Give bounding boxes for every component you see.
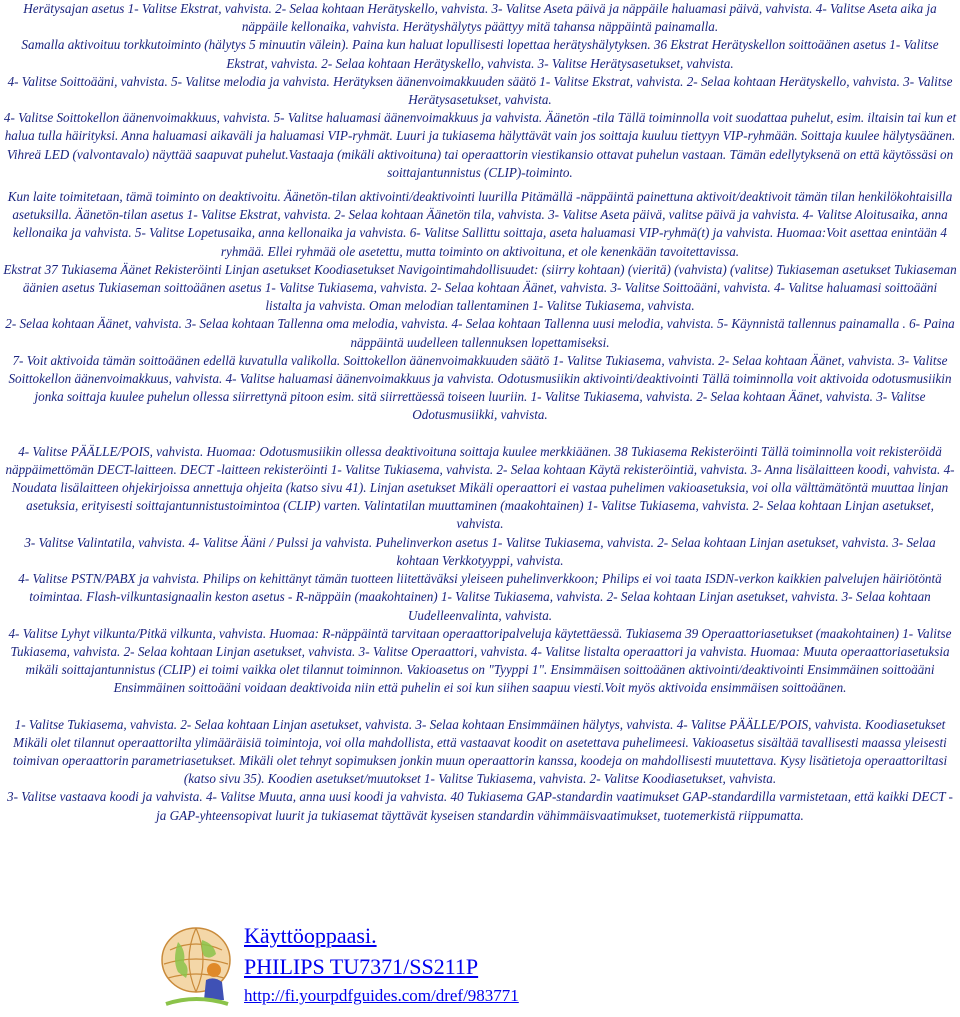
paragraph: 7- Voit aktivoida tämän soittoäänen edellä kuvatulla valikolla. Soittokellon äänenvoimakkuuden säätö 1- Valitse Tukiasema, vahvista. 2- Selaa kohtaan Äänet, vahvista. 3- Valitse Soittokellon äänenvoimakkuus, vahvista. 4- Valitse haluamasi äänenvoimakkuus ja vahvista. Odotusmusiikin aktivointi/deaktivointi Tällä toiminnolla voit aktivoida odotusmusiikin jonka soittaja kuulee puhelun ollessa siirrettynä pitoon esim. sitä siirrettäessä toiseen luuriin. 1- Valitse Tukiasema, vahvista. 2- Selaa kohtaan Äänet, vahvista. 3- Valitse Odotusmusiikki, vahvista. <box>8 352 952 423</box>
paragraph: Herätysajan asetus 1- Valitse Ekstrat, vahvista. 2- Selaa kohtaan Herätyskello, vahvista. 3- Valitse Aseta päivä ja näppäile haluamasi päivä, vahvista. 4- Valitse Aseta aika ja näppäile kellonaika, vahvista. Herätyshälytys päättyy mitä tahansa näppäintä painamalla. <box>23 1 937 35</box>
paragraph: 4- Valitse Soittoääni, vahvista. 5- Valitse melodia ja vahvista. Herätyksen äänenvoimakkuuden säätö 1- Valitse Ekstrat, vahvista. 2- Selaa kohtaan Herätyskello, vahvista. 3- Valitse Herätysasetukset, vahvista. <box>7 73 953 108</box>
globe-person-logo-icon <box>156 920 238 1010</box>
paragraph: 4- Valitse Soittokellon äänenvoimakkuus, vahvista. 5- Valitse haluamasi äänenvoimakkuus ja vahvista. Äänetön -tila Tällä toiminnolla voit suodattaa puhelut, esim. iltaisin tai kun et halua tulla häirityksi. Anna haluamasi aikaväli ja haluamasi VIP-ryhmät. Luuri ja tukiasema hälyttävät vain jos soittaja kuuluu tiettyyn VIP-ryhmään. Soittaja kuulee hälytysäänen. Vihreä LED (valvontavalo) näyttää saapuvat puhelut.Vastaaja (mikäli aktivoituna) tai operaattorin viestikansio ottavat puhelun vastaan. Tämän edellytyksenä on että käytössäsi on soittajantunnistus (CLIP)-toiminto. <box>3 110 957 180</box>
product-link[interactable]: PHILIPS TU7371/SS211P <box>244 954 479 979</box>
paragraph: 4- Valitse PÄÄLLE/POIS, vahvista. Huomaa: Odotusmusiikin ollessa deaktivoituna soittaja kuulee merkkiäänen. 38 Tukiasema Rekisteröinti Tällä toiminnolla voit rekisteröidä näppäimettömän DECT-laitteen. DECT -laitteen rekisteröinti 1- Valitse Tukiasema, vahvista. 2- Selaa kohtaan Käytä rekisteröintiä, vahvista. 3- Anna lisälaitteen koodi, vahvista. 4- Noudata lisälaitteen ohjekirjoissa annettuja ohjeita (katso sivu 41). Linjan asetukset Mikäli operaattori ei vastaa puhelimen vakioasetuksia, voi olla välttämätöntä muuttaa linjan asetuksia, erityisesti soittajantunnistustoimintoa (CLIP) varten. Valintatilan muuttaminen (maakohtainen) 1- Valitse Tukiasema, vahvista. 2- Selaa kohtaan Linjan asetukset, vahvista. <box>5 443 955 532</box>
paragraph: 3- Valitse Valintatila, vahvista. 4- Valitse Ääni / Pulssi ja vahvista. Puhelinverkon asetus 1- Valitse Tukiasema, vahvista. 2- Selaa kohtaan Linjan asetukset, vahvista. 3- Selaa kohtaan Verkkotyyppi, vahvista. <box>24 534 936 568</box>
paragraph: Ekstrat 37 Tukiasema Äänet Rekisteröinti Linjan asetukset Koodiasetukset Navigointimahdollisuudet: (siirry kohtaan) (vieritä) (vahvista) (valitse) Tukiaseman asetukset Tukiaseman äänien asetus Tukiaseman soittoäänen asetus 1- Valitse Tukiasema, vahvista. 2- Selaa kohtaan Äänet, vahvista. 3- Valitse Soittoääni, vahvista. 4- Valitse haluamasi soittoääni listalta ja vahvista. Oman melodian tallentaminen 1- Valitse Tukiasema, vahvista. <box>3 261 957 314</box>
manual-link[interactable]: Käyttöoppaasi. <box>244 923 377 948</box>
paragraph: 4- Valitse Lyhyt vilkunta/Pitkä vilkunta, vahvista. Huomaa: R-näppäintä tarvitaan operaattoripalveluja käytettäessä. Tukiasema 39 Operaattoriasetukset (maakohtainen) 1- Valitse Tukiasema, vahvista. 2- Selaa kohtaan Linjan asetukset, vahvista. 3- Valitse Operaattori, vahvista. 4- Valitse listalta operaattori ja vahvista. Huomaa: Muuta operaattoriasetuksia mikäli soittajantunnistus (CLIP) ei toimi vaikka olet tilannut toiminnon. Vakioasetus on "Tyyppi 1". Ensimmäisen soittoäänen aktivointi/deaktivointi Ensimmäinen soittoääni Ensimmäinen soittoääni voidaan deaktivoida niin että puhelin ei soi kun siihen saapuu viesti.Voit myös aktivoida ensimmäisen soittoäänen. <box>8 625 952 696</box>
document-body <box>3 0 957 825</box>
paragraph: 4- Valitse PSTN/PABX ja vahvista. Philips on kehittänyt tämän tuotteen liitettäväksi yleiseen puhelinverkkoon; Philips ei voi taata ISDN-verkon kaikkien palvelujen häiriötöntä toimintaa. Flash-vilkuntasignaalin keston asetus - R-näppäin (maakohtainen) 1- Valitse Tukiasema, vahvista. 2- Selaa kohtaan Linjan asetukset, vahvista. 3- Selaa kohtaan Uudelleenvalinta, vahvista. <box>18 571 942 623</box>
paragraph: 3- Valitse vastaava koodi ja vahvista. 4- Valitse Muuta, anna uusi koodi ja vahvista. 40 Tukiasema GAP-standardin vaatimukset GAP-standardilla varmistetaan, että kaikki DECT - ja GAP-yhteensopivat luurit ja tukiasemat täyttävät kyseisen standardin vähimmäisvaatimukset, tuotemerkistä riippumatta. <box>7 789 953 823</box>
paragraph: Samalla aktivoituu torkkutoiminto (hälytys 5 minuutin välein). Paina kun haluat lopullisesti lopettaa herätyshälytyksen. 36 Ekstrat Herätyskellon soittoäänen asetus 1- Valitse Ekstrat, vahvista. 2- Selaa kohtaan Herätyskello, vahvista. 3- Valitse Herätysasetukset, vahvista. <box>21 37 939 71</box>
url-link[interactable]: http://fi.yourpdfguides.com/dref/983771 <box>244 986 519 1005</box>
footer <box>156 920 956 1014</box>
footer-links <box>244 920 519 1008</box>
paragraph: 2- Selaa kohtaan Äänet, vahvista. 3- Selaa kohtaan Tallenna oma melodia, vahvista. 4- Selaa kohtaan Tallenna uusi melodia, vahvista. 5- Käynnistä tallennus painamalla . 6- Paina näppäintä uudelleen tallennuksen lopettamiseksi. <box>5 316 955 350</box>
paragraph: 1- Valitse Tukiasema, vahvista. 2- Selaa kohtaan Linjan asetukset, vahvista. 3- Selaa kohtaan Ensimmäinen hälytys, vahvista. 4- Valitse PÄÄLLE/POIS, vahvista. Koodiasetukset Mikäli olet tilannut operaattorilta ylimääräisiä toimintoja, voi olla mahdollista, että vastaavat koodit on asetettava puhelimeesi. Vakioasetus sisältää tavallisesti maassa yleisesti toimivan operaattorin parametriasetukset. Mikäli olet tehnyt sopimuksen jonkin muun operaattorin kanssa, koodeja on mahdollisesti muutettava. Kysy lisätietoja operaattoriltasi (katso sivu 35). Koodien asetukset/muutokset 1- Valitse Tukiasema, vahvista. 2- Valitse Koodiasetukset, vahvista. <box>12 716 948 787</box>
paragraph: Kun laite toimitetaan, tämä toiminto on deaktivoitu. Äänetön-tilan aktivointi/deaktivointi luurilla Pitämällä -näppäintä painettuna aktivoit/deaktivoit tämän tilan henkilökohtaisilla asetuksilla. Äänetön-tilan asetus 1- Valitse Ekstrat, vahvista. 2- Selaa kohtaan Äänetön tila, vahvista. 3- Valitse Aseta päivä, valitse päivä ja vahvista. 4- Valitse Aloitusaika, anna kellonaika ja vahvista. 5- Valitse Lopetusaika, anna kellonaika ja vahvista. 6- Valitse Sallittu soittaja, aseta haluamasi VIP-ryhmä(t) ja vahvista. Huomaa:Voit asettaa enintään 4 ryhmää. Ellei ryhmää ole asetettu, mutta toiminto on aktivoituna, et ole kenenkään tavoitettavissa. <box>7 189 953 259</box>
